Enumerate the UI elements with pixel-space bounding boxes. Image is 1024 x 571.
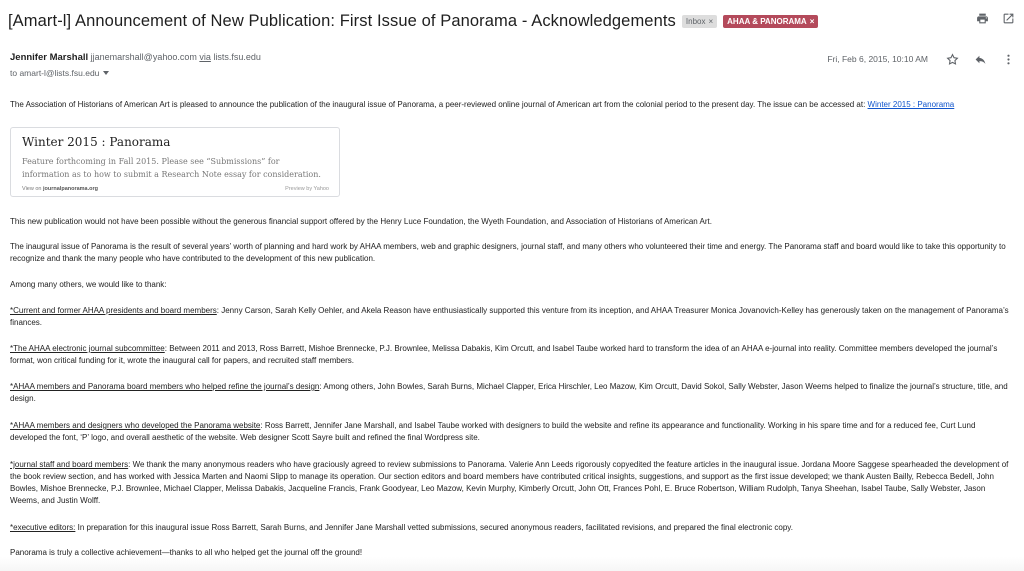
- preview-domain[interactable]: journalpanorama.org: [43, 186, 99, 192]
- subcommittee-heading: *The AHAA electronic journal subcommittee: [10, 344, 165, 353]
- among-paragraph: Among many others, we would like to thank:: [10, 280, 167, 289]
- subcommittee-paragraph: [10, 343, 1014, 367]
- bottom-fade: [0, 557, 1024, 571]
- closing-paragraph: Panorama is truly a collective achievement—thanks to all who helped get the journal off the ground!: [10, 548, 363, 557]
- support-paragraph: This new publication would not have been possible without the generous financial support offered by the Henry Luce Foundation, the Wyeth Foundation, and Association of Historians of American Art.: [10, 217, 712, 226]
- email-subject: [Amart-l] Announcement of New Publication: First Issue of Panorama - Acknowledgements: [8, 11, 676, 30]
- staff-heading: *journal staff and board members: [10, 460, 129, 469]
- board-text: : Among others, John Bowles, Sarah Burns, Michael Clapper, Erica Hirschler, Leo Mazow, Kim Orcutt, David Sokol, Sally Webster, Jason Weems helped to finalize the journal’s structure, title, and design.: [10, 382, 1008, 403]
- intro-paragraph: [10, 99, 1014, 111]
- open-in-new-window-icon[interactable]: [1000, 10, 1016, 26]
- board-paragraph: [10, 381, 1014, 405]
- presidents-paragraph: [10, 305, 1014, 329]
- intro-text: The Association of Historians of American Art is pleased to announce the publication of the inaugural issue of Panorama, a peer-reviewed online journal of American art from the colonial period to the present day. The issue can be accessed at:: [10, 100, 866, 109]
- sender-block: [10, 52, 261, 78]
- preview-view-on-text: View on: [22, 186, 42, 192]
- via-domain: lists.fsu.edu: [213, 52, 261, 62]
- website-paragraph: [10, 420, 1014, 444]
- sender-name[interactable]: Jennifer Marshall: [10, 52, 89, 63]
- subcommittee-text: : Between 2011 and 2013, Ross Barrett, Mishoe Brennecke, P.J. Brownlee, Melissa Dabakis, Kim Orcutt, and Isabel Taube worked hard to transform the idea of an AHAA e-journal into reality. Committee members developed the journal’s format, won critical funding for it, wrote the inaugural call for papers, and recruited staff members.: [10, 344, 998, 365]
- website-text: : Ross Barrett, Jennifer Jane Marshall, and Isabel Taube worked with designers to build the website and refine its appearance and functionality. Working in his spare time and for a reduced fee, Curt Lund developed the font, ‘P’ logo, and overall aesthetic of the website. Web designer Scott Sayre built and refined the final Wordpress site.: [10, 421, 976, 442]
- star-icon[interactable]: [944, 51, 960, 67]
- reply-icon[interactable]: [972, 51, 988, 67]
- board-heading: *AHAA members and Panorama board members who helped refine the journal’s design: [10, 382, 320, 391]
- issue-paragraph: The inaugural issue of Panorama is the result of several years’ worth of planning and hard work by AHAA members, web and graphic designers, journal staff, and many others who volunteered their time and energy. The Panorama staff and board would like to take this opportunity to recognize and thank the many people who have contributed to the development of this new publication.: [10, 242, 1006, 263]
- remove-label-ahaa-icon[interactable]: ×: [809, 16, 815, 26]
- label-inbox-text: Inbox: [685, 16, 706, 26]
- label-ahaa-panorama[interactable]: [723, 15, 818, 28]
- label-inbox[interactable]: [682, 15, 717, 28]
- preview-by: Preview by Yahoo: [285, 186, 329, 192]
- remove-label-inbox-icon[interactable]: ×: [708, 16, 714, 26]
- print-icon[interactable]: [974, 10, 990, 26]
- email-date: Fri, Feb 6, 2015, 10:10 AM: [827, 54, 928, 64]
- preview-view-on[interactable]: [22, 186, 98, 192]
- intro-link[interactable]: Winter 2015 : Panorama: [867, 100, 955, 109]
- more-vert-icon[interactable]: [1000, 51, 1016, 67]
- recipient-text: to amart-l@lists.fsu.edu: [10, 68, 100, 78]
- recipient-line[interactable]: [10, 68, 261, 78]
- link-preview-card[interactable]: [10, 127, 340, 197]
- preview-title[interactable]: Winter 2015 : Panorama: [22, 135, 171, 149]
- editors-heading: *executive editors:: [10, 523, 76, 532]
- presidents-heading: *Current and former AHAA presidents and board members: [10, 306, 217, 315]
- preview-description: Feature forthcoming in Fall 2015. Please see “Submissions” for information as to how to submit a Research Note essay for consideration.: [22, 157, 321, 179]
- subject-row: [8, 9, 1016, 33]
- sender-email: jjanemarshall@yahoo.com: [90, 52, 197, 62]
- top-actions: [974, 10, 1016, 26]
- staff-paragraph: [10, 459, 1014, 507]
- chevron-down-icon[interactable]: [103, 71, 109, 75]
- via-link[interactable]: via: [199, 52, 211, 62]
- website-heading: *AHAA members and designers who developed the Panorama website: [10, 421, 261, 430]
- label-ahaa-text: AHAA & PANORAMA: [727, 16, 807, 26]
- editors-paragraph: [10, 522, 1014, 534]
- presidents-text: : Jenny Carson, Sarah Kelly Oehler, and Akela Reason have enthusiastically supported this venture from its inception, and AHAA Treasurer Monica Jovanovich-Kelley has generously taken on the management of Panorama’s finances.: [10, 306, 1009, 327]
- staff-text: : We thank the many anonymous readers who have graciously agreed to review submissions to Panorama. Valerie Ann Leeds rigorously copyedited the feature articles in the inaugural issue. Jordana Moore Saggese spearheaded the development of the book review section, and has worked with Jessica Marten and Naomi Slipp to manage its operation. Our section editors and board members have contributed critical insights, suggestions, and support as the first issue developed; we thank Austen Bailly, Rebecca Bedell, John Bowles, Mishoe Brennecke, P.J. Brownlee, Michael Clapper, Melissa Dabakis, Jacqueline Francis, Frank Goodyear, Leo Mazow, Kevin Murphy, Kimberly Orcutt, John Ott, Frances Pohl, E. Bruce Robertson, William Rudolph, Tanya Sheehan, Isabel Taube, Sally Webster, Jason Weems, and Justin Wolff.: [10, 460, 1009, 505]
- editors-text: In preparation for this inaugural issue Ross Barrett, Sarah Burns, and Jennifer Jane Marshall vetted submissions, secured anonymous readers, facilitated revisions, and prepared the final electronic copy.: [75, 523, 793, 532]
- sender-line: [10, 52, 261, 63]
- date-actions-row: [827, 51, 1016, 67]
